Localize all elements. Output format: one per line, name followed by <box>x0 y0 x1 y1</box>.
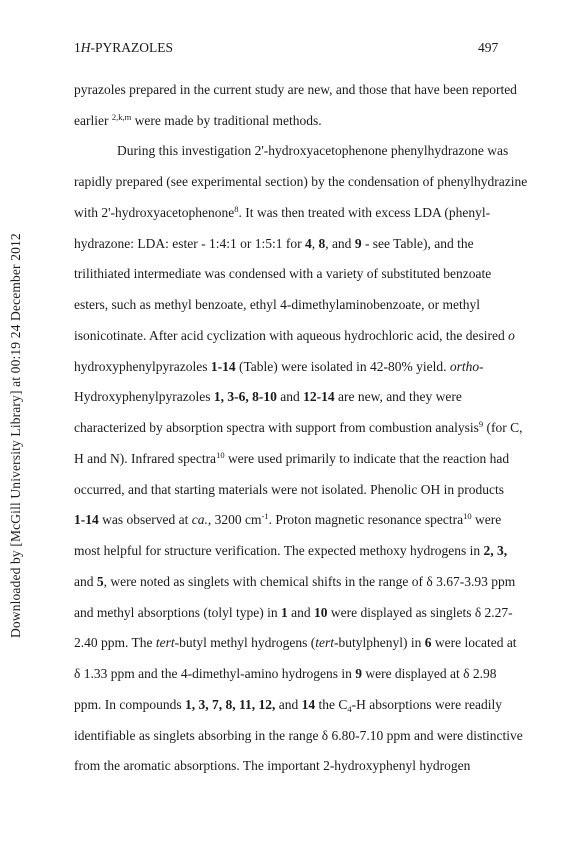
compound-number: 1, 3, 7, 8, 11, 12, <box>185 697 276 712</box>
text-run: hydroxyphenylpyrazoles <box>74 359 211 374</box>
compound-number: 4 <box>304 236 312 251</box>
text-line <box>74 420 523 436</box>
text-line <box>74 512 501 528</box>
citation: 9 <box>478 419 484 429</box>
text-run: Hydroxyphenylpyrazoles <box>74 389 214 404</box>
text-line: from the aromatic absorptions. The important 2-hydroxyphenyl hydrogen <box>74 758 471 773</box>
superscript: -1 <box>261 511 269 521</box>
citation: 8 <box>234 204 239 214</box>
text-run: were located at <box>431 635 517 650</box>
text-line <box>74 635 517 651</box>
text-run: were displayed at δ 2.98 <box>361 666 497 681</box>
text-line <box>74 359 484 375</box>
text-run: -butyl methyl hydrogens ( <box>174 635 316 650</box>
text-line <box>74 236 474 252</box>
text-run: and <box>287 605 314 620</box>
text-line: esters, such as methyl benzoate, ethyl 4-dimethylaminobenzoate, or methyl <box>74 297 481 312</box>
text-line <box>74 697 502 713</box>
page-number: 497 <box>478 40 499 55</box>
text-run: were displayed as singlets δ 2.27- <box>327 605 513 620</box>
compound-number: 5 <box>96 574 104 589</box>
compound-number: 8 <box>318 236 326 251</box>
compound-number: 1 <box>280 605 288 620</box>
text-line <box>74 543 507 559</box>
text-run: . Proton magnetic resonance spectra <box>268 512 464 527</box>
text-run: characterized by absorption spectra with support from combustion analysis <box>74 420 479 435</box>
citation: 2,k,m <box>111 112 132 122</box>
text-run: ppm. In compounds <box>74 697 185 712</box>
text-run: H and N). Infrared spectra <box>74 451 217 466</box>
text-line: identifiable as singlets absorbing in the range δ 6.80-7.10 ppm and were distinctive <box>74 728 523 743</box>
text-run: 2.40 ppm. The <box>74 635 156 650</box>
subscript: 4 <box>347 704 352 714</box>
text-run: -H absorptions were readily <box>351 697 502 712</box>
compound-number: 14 <box>301 697 316 712</box>
text-run: . It was then treated with excess LDA (phenyl- <box>238 205 491 220</box>
text-line <box>74 113 322 129</box>
text-run: , were noted as singlets with chemical shifts in the range of δ 3.67-3.93 ppm <box>103 574 516 589</box>
text-line <box>74 574 515 590</box>
compound-number: 10 <box>313 605 328 620</box>
text-run: hydrazone: LDA: ester - 1:4:1 or 1:5:1 for <box>74 236 305 251</box>
text-run: were made by traditional methods. <box>131 113 322 128</box>
text-line <box>74 205 490 221</box>
text-run: and methyl absorptions (tolyl type) in <box>74 605 281 620</box>
text-run: and <box>276 389 304 404</box>
text-run: , 3200 cm <box>207 512 262 527</box>
compound-number: 1-14 <box>74 512 99 527</box>
italic-text: tert <box>155 635 175 650</box>
text-run: and <box>275 697 302 712</box>
text-run: are new, and they were <box>334 389 462 404</box>
citation: 10 <box>216 450 225 460</box>
compound-number: 1-14 <box>210 359 236 374</box>
text-line <box>74 328 515 344</box>
text-line: occurred, and that starting materials were not isolated. Phenolic OH in products <box>74 482 505 497</box>
text-line: rapidly prepared (see experimental section) by the condensation of phenylhydrazine <box>74 174 528 189</box>
compound-number: 2, 3, <box>483 543 508 558</box>
compound-number: 9 <box>354 236 362 251</box>
text-run: - see Table), and the <box>361 236 474 251</box>
text-run: -butylphenyl) in <box>333 635 425 650</box>
italic-text: ca. <box>191 512 208 527</box>
text-line: trilithiated intermediate was condensed with a variety of substituted benzoate <box>74 266 492 281</box>
text-run: , and <box>325 236 355 251</box>
running-title-rest: -PYRAZOLES <box>90 40 174 55</box>
italic-text: o <box>508 328 515 343</box>
compound-number: 9 <box>355 666 362 681</box>
text-run: δ 1.33 ppm and the 4-dimethyl-amino hydrogens in <box>74 666 356 681</box>
text-line <box>74 666 497 682</box>
running-title-italic: H <box>80 40 91 55</box>
text-run: , <box>311 236 319 251</box>
compound-number: 12-14 <box>303 389 335 404</box>
text-run: were <box>471 512 502 527</box>
text-run: (for C, <box>483 420 523 435</box>
text-run: and <box>74 574 97 589</box>
text-line: During this investigation 2'-hydroxyacetophenone phenylhydrazone was <box>117 143 509 158</box>
text-line: pyrazoles prepared in the current study are new, and those that have been reported <box>74 82 517 97</box>
download-watermark: Downloaded by [McGill University Library] at 00:19 24 December 2012 <box>8 233 23 638</box>
text-run: the C <box>315 697 348 712</box>
citation: 10 <box>463 511 472 521</box>
text-run: isonicotinate. After acid cyclization with aqueous hydrochloric acid, the desired <box>74 328 509 343</box>
text-line <box>74 389 462 405</box>
text-line <box>74 605 513 621</box>
text-run: with 2'-hydroxyacetophenone <box>74 205 235 220</box>
text-run: was observed at <box>98 512 192 527</box>
text-line <box>74 451 509 467</box>
italic-text: ortho- <box>449 359 484 374</box>
compound-number: 1, 3-6, 8-10 <box>213 389 277 404</box>
compound-number: 6 <box>424 635 432 650</box>
running-title-prefix: 1 <box>74 40 81 55</box>
text-run: were used primarily to indicate that the reaction had <box>224 451 510 466</box>
text-run: (Table) were isolated in 42-80% yield. <box>235 359 450 374</box>
text-run: most helpful for structure verification. The expected methoxy hydrogens in <box>74 543 484 558</box>
italic-text: tert <box>315 635 334 650</box>
running-title <box>74 40 173 56</box>
text-run: earlier <box>74 113 112 128</box>
